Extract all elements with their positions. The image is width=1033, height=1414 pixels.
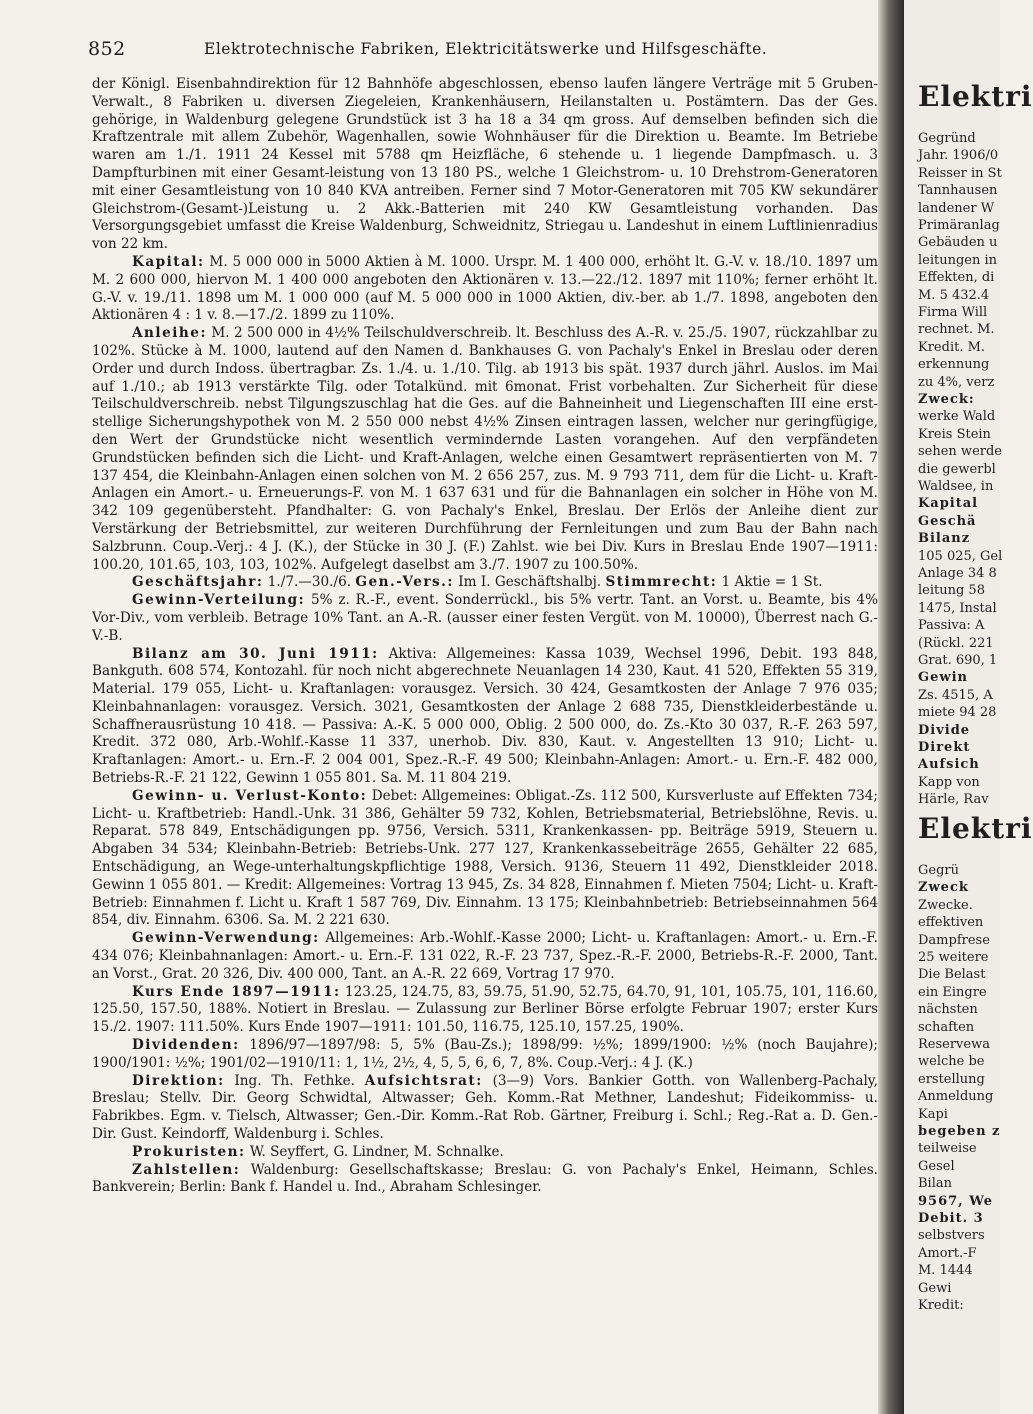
geschaeftsjahr-text: 1./7.—30./6.: [263, 574, 356, 591]
facing-page-line: 1475, Instal: [918, 600, 997, 616]
facing-page-line: Dampfrese: [918, 932, 990, 948]
facing-page-line: Tannhausen: [918, 183, 998, 199]
anleihe-section: [92, 325, 878, 574]
facing-page-line: Kreis Stein: [918, 426, 991, 442]
facing-page-line: Kapp von: [918, 774, 980, 790]
page-header: [86, 34, 886, 64]
gewinn-verteilung-text: 5% z. R.-F., event. Sonderrückl., bis 5% vertr. Tant. an Vorst. u. Beamte, bis 4% Vor-Div., vom verbleib. Betrage 10% Tant. an A.-R. (ausser einer festen Vergüt. von M. 10000), Überrest nach G.-V.-B.: [92, 592, 878, 644]
bilanz-heading: Bilanz am 30. Juni 1911:: [132, 645, 379, 662]
facing-page-line: sehen werde: [918, 444, 1002, 460]
facing-page-line: Zs. 4515, A: [918, 687, 993, 703]
stimmrecht-text: 1 Aktie = 1 St.: [717, 574, 823, 591]
facing-page-line: M. 1444: [918, 1263, 973, 1279]
intro-paragraph: der Königl. Eisenbahndirektion für 12 Bahnhöfe abgeschlossen, ebenso laufen längere Verträge mit 5 Gruben-Verwalt., 8 Fabriken u. diversen Ziegeleien, Krankenhäusern, Heilanstalten u. Postämtern. Das der Ges. gehörige, in Waldenburg gelegene Grundstück ist 3 ha 18 a 34 qm gross. Auf demselben befinden sich die Kraftzentrale mit allem Zubehör, Wagenhallen, sowie Wohnhäuser für die Direktion u. Beamte. Im Betriebe waren am 1./1. 1911 24 Kessel mit 5788 qm Heizfläche, 6 stehende u. 1 liegende Dampfmasch. u. 3 Dampfturbinen mit einer Gesamt-leistung von 13 180 PS., welche 1 Gleichstrom- u. 10 Drehstrom-Generatoren mit einer Gesamtleistung von 10 840 KVA antreiben. Ferner sind 7 Motor-Generatoren mit 705 KW sekundärer Gleichstrom-(Gesamt-)Leistung u. 2 Akk.-Batterien mit 240 KW Gesamtleistung vorhanden. Das Versorgungsgebiet umfasst die Kreise Waldenburg, Schweidnitz, Striegau u. Landeshut in einem Luftlinienradius von 22 km.: [92, 76, 878, 253]
facing-page-line: Bilanz: [918, 531, 971, 547]
gewinn-verwendung-section: [92, 930, 878, 983]
facing-page-line: Zwecke.: [918, 897, 973, 913]
geschaeftsjahr-heading: Geschäftsjahr:: [132, 574, 264, 591]
facing-page-line: Kredit:: [918, 1298, 964, 1313]
prokuristen-text: W. Seyffert, G. Lindner, M. Schnalke.: [245, 1143, 504, 1160]
direktion-text: Ing. Th. Fethke.: [224, 1072, 365, 1089]
gewinn-verteilung-section: [92, 592, 878, 645]
stimmrecht-heading: Stimmrecht:: [605, 574, 718, 591]
facing-page-line: Passiva: A: [918, 618, 985, 634]
facing-page-line: Anmeldung: [918, 1089, 994, 1105]
geschaeftsjahr-section: [92, 574, 878, 592]
facing-page-line: Geschä: [918, 513, 977, 529]
facing-page-line: effektiven: [918, 915, 984, 931]
facing-page-line: erstellung: [918, 1071, 985, 1087]
prokuristen-heading: Prokuristen:: [132, 1143, 246, 1160]
gewinn-verwendung-text: Allgemeines: Arb.-Wohlf.-Kasse 2000; Licht- u. Kraftanlagen: Amort.- u. Ern.-F. 434 076; Kleinbahnanlagen: Amort.- u. Ern.-F. 131 022, R.-F. 23 737, Spez.-R.-F. 2000, Betriebs-R.-F. 2000, Tant. an Vorst., Grat. 20 326, Div. 400 000, Tant. an A.-R. 22 669, Vortrag 17 970.: [92, 930, 878, 982]
kurs-section: [92, 984, 878, 1037]
dividenden-heading: Dividenden:: [132, 1037, 240, 1054]
facing-page-line: Kredit. M.: [918, 339, 986, 355]
facing-page-line: 9567, We: [918, 1193, 994, 1209]
facing-page-line: Reservewa: [918, 1037, 990, 1052]
facing-page-line: Zweck:: [918, 392, 975, 407]
facing-page-line: Bilan: [918, 1176, 952, 1192]
facing-page-line: Reisser in St: [918, 165, 1002, 181]
facing-page-line: Primäranlag: [918, 218, 1000, 233]
facing-page-line: Gegründ: [918, 131, 976, 146]
facing-page-line: erkennung: [918, 357, 990, 373]
facing-page-line: Zweck: [918, 880, 969, 896]
facing-page-line: Divide: [918, 722, 971, 738]
bilanz-section: [92, 646, 878, 788]
direktion-section: [92, 1073, 878, 1144]
facing-page-line: Grat. 690, 1: [918, 653, 998, 668]
facing-page-line: teilweise: [918, 1141, 977, 1157]
facing-page-line: welche be: [918, 1054, 985, 1070]
gewinn-verteilung-heading: Gewinn-Verteilung:: [132, 592, 306, 609]
facing-page-line: schaften: [918, 1019, 975, 1035]
facing-page-line: Elektri: [918, 80, 1033, 113]
facing-page-line: Debit. 3: [918, 1211, 984, 1226]
facing-page-line: Gegrü: [918, 863, 959, 878]
aufsichtsrat-heading: Aufsichtsrat:: [364, 1072, 483, 1089]
main-text-column: [92, 76, 878, 1396]
book-gutter-shadow: [878, 0, 904, 1414]
facing-page-line: (Rückl. 221: [918, 635, 994, 651]
facing-page-line: rechnet. M.: [918, 322, 995, 338]
facing-page-line: Firma Will: [918, 305, 988, 320]
facing-page-line: werke Wald: [918, 409, 996, 425]
facing-page-line: ein Eingre: [918, 984, 987, 1000]
facing-page-line: landener W: [918, 200, 995, 216]
facing-page-line: Gewin: [918, 670, 968, 686]
facing-page-line: Amort.-F: [918, 1245, 977, 1261]
facing-page-line: Direkt: [918, 740, 971, 755]
facing-page-line: Gebäuden u: [918, 235, 998, 251]
zahlstellen-section: [92, 1162, 878, 1198]
running-head: Elektrotechnische Fabriken, Elektricitätswerke und Hilfsgeschäfte.: [204, 40, 768, 58]
bilanz-text: Aktiva: Allgemeines: Kassa 1039, Wechsel 1996, Debit. 193 848, Bankguth. 608 574, Kontozahl. für noch nicht abgerechnete Neuanlagen 14 230, Kaut. 41 520, Effekten 55 319, Material. 179 055, Licht- u. Kraftanlagen: vorausgez. Versich. 30 424, Gesamtkosten der Anlage 7 976 035; Kleinbahnanlagen: vorausgez. Versich. 3021, Gesamtkosten der Anlage 2 688 735, Dienstkleiderbestände u. Schaffnerausrüstung 10 418. — Passiva: A.-K. 5 000 000, Oblig. 2 500 000, do. Zs.-Kto 30 037, R.-F. 263 597, Kredit. 372 080, Arb.-Wohlf.-Kasse 11 337, unerhob. Div. 830, Kaut. v. Angestellten 13 910; Licht- u. Kraftanlagen: Amort.- u. Ern.-F. 2 004 001, Spez.-R.-F. 49 500; Kleinbahn-Anlagen: Amort.- u. Ern.-F. 482 000, Betriebs-R.-F. 21 122, Gewinn 1 055 801. Sa. M. 11 804 219.: [92, 645, 878, 787]
genvers-heading: Gen.-Vers.:: [355, 574, 454, 591]
facing-page-line: Gewi: [918, 1280, 952, 1296]
facing-page-line: leitung 58: [918, 583, 985, 599]
facing-page-line: nächsten: [918, 1002, 978, 1018]
facing-page-line: Aufsich: [918, 757, 980, 773]
facing-page-line: Kapi: [918, 1106, 948, 1122]
facing-page-line: Kapital: [918, 496, 979, 512]
dividenden-text: 1896/97—1897/98: 5, 5% (Bau-Zs.); 1898/99: ½%; 1899/1900: ½% (noch Baujahre); 1900/1901: ½%; 1901/02—1910/11: 1, 1½, 2½, 4, 5, 5, 6, 6, 7, 8%. Coup.-Verj.: 4 J. (K.): [92, 1037, 878, 1071]
facing-page-line: 105 025, Gel: [918, 548, 1003, 564]
facing-page-line: zu 4%, verz: [918, 374, 995, 390]
facing-page-line: Jahr. 1906/0: [918, 148, 999, 164]
prokuristen-section: [92, 1144, 878, 1162]
facing-page-line: leitungen in: [918, 252, 998, 268]
facing-page-line: die gewerbl: [918, 461, 996, 477]
gewinn-verlust-text: Debet: Allgemeines: Obligat.-Zs. 112 500, Kursverluste auf Effekten 734; Licht- u. Kraftbetrieb: Handl.-Unk. 31 386, Gehälter 59 732, Kohlen, Betriebsmaterial, Betriebslöhne, Revis. u. Reparat. 578 849, Entschädigungen pp. 9756, Versich. 5311, Krankenkassen- pp. Beiträge 5919, Steuern u. Abgaben 34 534; Kleinbahn-Betrieb: Betriebs-Unk. 277 127, Krankenkassebeiträge 2655, Gehälter 22 685, Entschädigung, an Wege-unterhaltungskpflichtige 1988, Versich. 9136, Steuern 11 492, Dienstkleider 2018. Gewinn 1 055 801. — Kredit: Allgemeines: Vortrag 13 945, Zs. 34 828, Einnahmen f. Mieten 7504; Licht- u. Kraft-Betrieb: Einnahmen f. Licht u. Kraft 1 587 769, Div. Einnahm. 13 175; Kleinbahnbetrieb: Betriebseinnahmen 564 854, div. Einnahm. 6306. Sa. M. 2 221 630.: [92, 787, 878, 929]
direktion-heading: Direktion:: [132, 1072, 225, 1089]
gewinn-verwendung-heading: Gewinn-Verwendung:: [132, 930, 320, 947]
anleihe-text: M. 2 500 000 in 4½% Teilschuldverschreib. lt. Beschluss des A.-R. v. 25./5. 1907, rückzahlbar zu 102%. Stücke à M. 1000, lautend auf den Namen d. Bankhauses G. von Pachaly's Enkel in Breslau oder deren Order und durch Indoss. übertragbar. Zs. 1./4. u. 1./10. Tilg. ab 1913 bis spät. 1937 durch jährl. Auslos. im Mai auf 1./10.; ab 1913 verstärkte Tilg. oder Totalkünd. mit 6monat. Frist vorbehalten. Zur Sicherheit für diese Teilschuldverschreib. nebst Tilgungszuschlag hat die Ges. auf die Bahneinheit und Liegenschaften III eine erst-stellige Sicherungshypothek von M. 2 550 000 nebst 4½% Zinsen eintragen lassen, welcher nur geringfügige, den Wert der Grundstücke nicht wesentlich vermindernde Lasten vorangehen. Auf den verpfändeten Grundstücken befinden sich die Licht- und Kraft-Anlagen, welche einen Gesamtwert repräsentierten von M. 7 137 454, die Kleinbahn-Anlagen einen solchen von M. 2 656 257, zus. M. 9 793 711, dem für die Licht- u. Kraft-Anlagen ein Amort.- u. Erneuerungs-F. von M. 1 637 631 und für die Bahnanlagen ein solcher in Höhe von M. 342 109 gegenübersteht. Pfandhalter: G. von Pachaly's Enkel, Breslau. Der Erlös der Anleihe dient zur Verstärkung der Betriebsmittel, zur weiteren Durchführung der Fernleitungen und zum Bau der Bahn nach Salzbrunn. Coup.-Verj.: 4 J. (K.), der Stücke in 30 J. (F.) Zahlst. wie bei Div. Kurs in Breslau Ende 1907—1911: 100.20, 101.65, 103, 103, 102%. Aufgelegt daselbst am 3./7. 1907 zu 100.50%.: [92, 325, 878, 573]
facing-page-fragment: [904, 0, 1033, 1414]
zahlstellen-heading: Zahlstellen:: [132, 1161, 241, 1178]
kurs-heading: Kurs Ende 1897—1911:: [132, 983, 341, 1000]
facing-page-line: Waldsee, in: [918, 479, 994, 494]
zahlstellen-text: Waldenburg: Gesellschaftskasse; Breslau: G. von Pachaly's Enkel, Heimann, Schles. Bankverein; Berlin: Bank f. Handel u. Ind., Abraham Schlesinger.: [92, 1161, 878, 1196]
gewinn-verlust-heading: Gewinn- u. Verlust-Konto:: [132, 787, 368, 804]
facing-page-line: Gesel: [918, 1158, 955, 1174]
facing-page-line: Effekten, di: [918, 270, 995, 286]
facing-page-line: Anlage 34 8: [918, 566, 997, 581]
facing-page-line: Härle, Rav: [918, 792, 989, 808]
facing-page-line: selbstvers: [918, 1228, 985, 1244]
kapital-section: [92, 254, 878, 325]
dividenden-section: [92, 1037, 878, 1073]
kurs-text: 123.25, 124.75, 83, 59.75, 51.90, 52.75, 64.70, 91, 101, 105.75, 101, 116.60, 125.50, 157.50, 188%. Notiert in Breslau. — Zulassung zur Berliner Börse erfolgte Februar 1907; erster Kurs 15./2. 1907: 111.50%. Kurs Ende 1907—1911: 101.50, 116.75, 125.10, 157.25, 190%.: [92, 983, 878, 1036]
facing-page-line: M. 5 432.4: [918, 287, 990, 303]
kapital-text: M. 5 000 000 in 5000 Aktien à M. 1000. Urspr. M. 1 400 000, erhöht lt. G.-V. v. 18./10. 1897 um M. 2 600 000, hiervon M. 1 400 000 angeboten den Aktionären v. 13.—22./12. 1897 mit 110%; ferner erhöht lt. G.-V. v. 19./11. 1898 um M. 1 000 000 (auf M. 5 000 000 in 1000 Aktien, div.-ber. ab 1./7. 1898, angeboten den Aktionären 4 : 1 v. 8.—17./2. 1899 zu 110%.: [92, 253, 878, 324]
aufsichtsrat-text: (3—9) Vors. Bankier Gotth. von Wallenberg-Pachaly, Breslau; Stellv. Dir. Georg Schwidtal, Altwasser; Geh. Komm.-Rat Methner, Landeshut; Fideikommiss- u. Fabrikbes. Egm. v. Tielsch, Altwasser; Gen.-Dir. Komm.-Rat Rob. Gärtner, Freiburg i. Schl.; Reg.-Rat a. D. Gen.-Dir. Gust. Keindorff, Waldenburg i. Schles.: [92, 1072, 878, 1143]
facing-page-line: 25 weitere: [918, 950, 989, 965]
facing-page-line: Die Belast: [918, 967, 986, 983]
facing-page-line: miete 94 28: [918, 705, 997, 721]
facing-page-line: Elektri: [918, 812, 1033, 845]
facing-page-line: begeben z: [918, 1124, 1001, 1139]
page-number: 852: [88, 38, 126, 60]
anleihe-heading: Anleihe:: [132, 325, 207, 342]
kapital-heading: Kapital:: [132, 253, 205, 270]
gewinn-verlust-section: [92, 788, 878, 930]
genvers-text: Im I. Geschäftshalbj.: [453, 574, 606, 591]
